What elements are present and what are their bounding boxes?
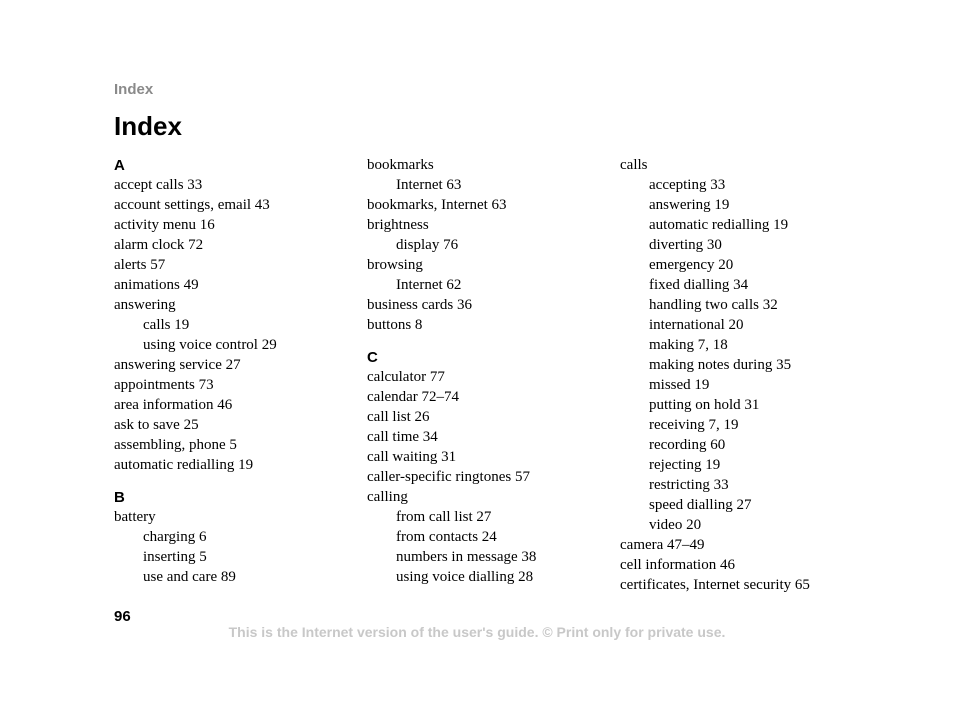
index-entry: call time 34 (367, 429, 438, 445)
index-entry: call waiting 31 (367, 449, 457, 465)
index-subentry: Internet 62 (396, 277, 462, 293)
index-entry: answering (114, 297, 176, 313)
index-letter-heading: C (367, 349, 378, 366)
index-entry: caller-specific ringtones 57 (367, 469, 530, 485)
footer-notice-text: This is the Internet version of the user's guide. © Print only for private use. (228, 624, 726, 640)
index-entry: account settings, email 43 (114, 197, 270, 213)
index-column-2 (367, 155, 607, 587)
index-subentry: making notes during 35 (649, 357, 792, 373)
index-subentry: rejecting 19 (649, 457, 721, 473)
index-subentry: fixed dialling 34 (649, 277, 749, 293)
index-subentry: Internet 63 (396, 177, 462, 193)
index-subentry: video 20 (649, 517, 702, 533)
index-subentry: emergency 20 (649, 257, 734, 273)
index-entry: animations 49 (114, 277, 199, 293)
index-subentry: inserting 5 (143, 549, 207, 565)
index-subentry: handling two calls 32 (649, 297, 778, 313)
index-subentry: using voice dialling 28 (396, 569, 534, 585)
index-subentry: from contacts 24 (396, 529, 497, 545)
index-entry: automatic redialling 19 (114, 457, 254, 473)
index-subentry: charging 6 (143, 529, 207, 545)
index-subentry: from call list 27 (396, 509, 492, 525)
index-subentry: missed 19 (649, 377, 710, 393)
index-subentry: restricting 33 (649, 477, 729, 493)
index-subentry: automatic redialling 19 (649, 217, 789, 233)
index-subentry: speed dialling 27 (649, 497, 752, 513)
running-header: Index (114, 81, 154, 98)
index-entry: buttons 8 (367, 317, 423, 333)
index-entry: bookmarks, Internet 63 (367, 197, 507, 213)
index-entry: calendar 72–74 (367, 389, 460, 405)
index-entry: brightness (367, 217, 429, 233)
index-entry: activity menu 16 (114, 217, 215, 233)
index-subentry: display 76 (396, 237, 459, 253)
page-number: 96 (114, 608, 131, 625)
index-subentry: recording 60 (649, 437, 726, 453)
index-subentry: calls 19 (143, 317, 190, 333)
footer-notice (0, 624, 954, 640)
index-entry: area information 46 (114, 397, 233, 413)
index-column-1 (114, 155, 354, 587)
index-letter-heading: B (114, 489, 125, 506)
index-entry: alarm clock 72 (114, 237, 204, 253)
index-letter-heading: A (114, 157, 125, 174)
page-title: Index (114, 111, 182, 141)
index-subentry: putting on hold 31 (649, 397, 760, 413)
index-entry: bookmarks (367, 157, 434, 173)
index-entry: calculator 77 (367, 369, 445, 385)
index-entry: battery (114, 509, 156, 525)
index-entry: certificates, Internet security 65 (620, 577, 810, 593)
index-entry: appointments 73 (114, 377, 214, 393)
index-subentry: diverting 30 (649, 237, 722, 253)
index-entry: cell information 46 (620, 557, 735, 573)
index-subentry: receiving 7, 19 (649, 417, 739, 433)
index-entry: ask to save 25 (114, 417, 199, 433)
index-subentry: answering 19 (649, 197, 730, 213)
index-entry: assembling, phone 5 (114, 437, 237, 453)
index-entry: calls (620, 157, 648, 173)
index-entry: answering service 27 (114, 357, 241, 373)
index-entry: browsing (367, 257, 423, 273)
index-subentry: numbers in message 38 (396, 549, 537, 565)
index-entry: camera 47–49 (620, 537, 705, 553)
index-entry: accept calls 33 (114, 177, 203, 193)
index-subentry: using voice control 29 (143, 337, 277, 353)
index-subentry: making 7, 18 (649, 337, 728, 353)
index-subentry: international 20 (649, 317, 744, 333)
index-entry: alerts 57 (114, 257, 166, 273)
index-column-3 (620, 155, 860, 595)
index-entry: business cards 36 (367, 297, 472, 313)
index-entry: calling (367, 489, 408, 505)
index-subentry: accepting 33 (649, 177, 726, 193)
index-subentry: use and care 89 (143, 569, 236, 585)
index-entry: call list 26 (367, 409, 430, 425)
